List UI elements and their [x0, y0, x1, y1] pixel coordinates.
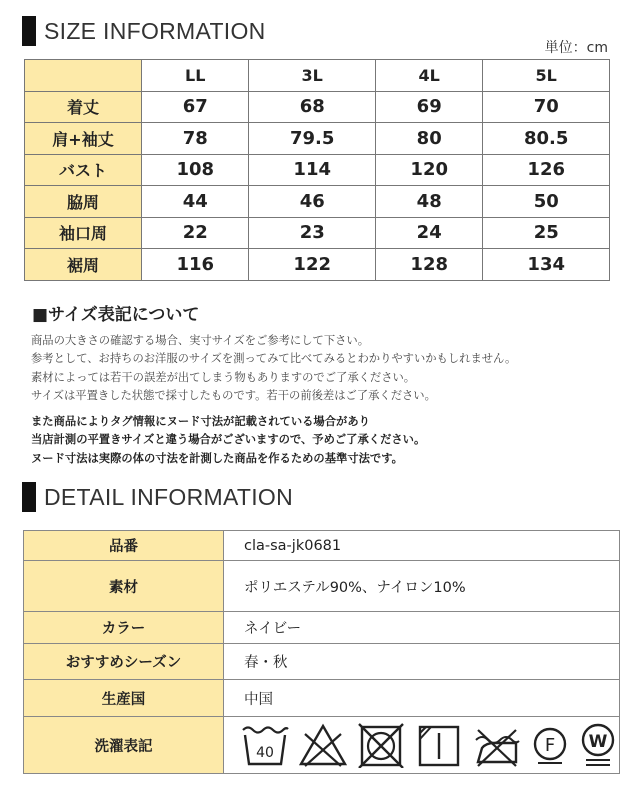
- svg-text:40: 40: [256, 745, 274, 761]
- detail-key: 洗濯表記: [24, 717, 224, 774]
- size-col-header: 3L: [249, 60, 376, 92]
- detail-key: 素材: [24, 561, 224, 612]
- detail-table: [23, 530, 620, 774]
- note-bold-line: 当店計測の平置きサイズと違う場合がございますので、予めご了承ください。: [31, 433, 426, 447]
- size-cell: 134: [483, 249, 610, 281]
- detail-row: [24, 561, 620, 612]
- size-cell: 108: [142, 154, 249, 186]
- size-cell: 23: [249, 217, 376, 249]
- size-cell: 70: [483, 91, 610, 123]
- size-cell: 116: [142, 249, 249, 281]
- wet-clean-w-icon: [578, 722, 618, 768]
- size-row: [25, 249, 610, 281]
- care-symbols-cell: [224, 717, 620, 774]
- size-cell: 122: [249, 249, 376, 281]
- detail-title-text: DETAIL INFORMATION: [44, 483, 294, 510]
- size-col-header: 5L: [483, 60, 610, 92]
- detail-key: 品番: [24, 531, 224, 561]
- note-bold-line: また商品によりタグ情報にヌード寸法が記載されている場合があり: [31, 415, 370, 428]
- care-symbols: [240, 722, 619, 768]
- detail-row: [24, 612, 620, 644]
- title-bar: [22, 482, 36, 512]
- detail-value: 春・秋: [224, 644, 620, 680]
- note-bold-line: ヌード寸法は実際の体の寸法を計測した商品を作るための基準寸法です。: [31, 451, 403, 465]
- detail-section-title: [22, 482, 293, 512]
- detail-row: [24, 531, 620, 561]
- no-bleach-icon: [298, 722, 348, 768]
- size-cell: 44: [142, 186, 249, 218]
- note-line: 商品の大きさの確認する場合、実寸サイズをご参考にして下さい。: [31, 334, 370, 347]
- size-cell: 50: [483, 186, 610, 218]
- size-cell: 68: [249, 91, 376, 123]
- size-cell: 67: [142, 91, 249, 123]
- size-row: [25, 154, 610, 186]
- unit-label: 単位：cm: [544, 40, 608, 56]
- size-row-label: 裾周: [25, 249, 142, 281]
- title-bar: [22, 16, 36, 46]
- size-cell: 22: [142, 217, 249, 249]
- size-col-header: LL: [142, 60, 249, 92]
- detail-value: 中国: [224, 680, 620, 717]
- size-table: [24, 59, 610, 281]
- size-title-text: SIZE INFORMATION: [44, 17, 266, 44]
- size-cell: 48: [375, 186, 482, 218]
- size-cell: 78: [142, 123, 249, 155]
- line-dry-shade-icon: [414, 722, 464, 768]
- svg-text:W: W: [588, 732, 608, 752]
- size-cell: 79.5: [249, 123, 376, 155]
- size-cell: 80: [375, 123, 482, 155]
- size-cell: 24: [375, 217, 482, 249]
- size-row-label: 袖口周: [25, 217, 142, 249]
- dry-clean-f-icon: [530, 722, 570, 768]
- detail-key: 生産国: [24, 680, 224, 717]
- size-cell: 25: [483, 217, 610, 249]
- detail-value: cla-sa-jk0681: [224, 531, 620, 561]
- size-cell: 46: [249, 186, 376, 218]
- svg-text:F: F: [544, 735, 556, 756]
- detail-row: [24, 644, 620, 680]
- detail-row: [24, 680, 620, 717]
- size-row-label: バスト: [25, 154, 142, 186]
- detail-value: ポリエステル90%、ナイロン10%: [224, 561, 620, 612]
- detail-key: おすすめシーズン: [24, 644, 224, 680]
- wash-40-icon: [240, 722, 290, 768]
- low-iron-with-cloth-icon: [472, 722, 522, 768]
- size-header-row: [25, 60, 610, 92]
- notes-block: [31, 332, 516, 405]
- size-row: [25, 123, 610, 155]
- size-section-title: [22, 16, 266, 46]
- size-corner-cell: [25, 60, 142, 92]
- size-row-label: 着丈: [25, 91, 142, 123]
- note-line: 参考として、お持ちのお洋服のサイズを測ってみて比べてみるとわかりやすいかもしれません。: [31, 352, 517, 366]
- size-cell: 128: [375, 249, 482, 281]
- note-line: 素材によっては若干の誤差が出てしまう物もありますのでご了承ください。: [31, 370, 416, 384]
- size-row-label: 脇周: [25, 186, 142, 218]
- size-cell: 114: [249, 154, 376, 186]
- size-row-label: 肩+袖丈: [25, 123, 142, 155]
- no-tumble-dry-icon: [356, 722, 406, 768]
- detail-value: ネイビー: [224, 612, 620, 644]
- size-row: [25, 217, 610, 249]
- size-row: [25, 91, 610, 123]
- notes-bold-block: [31, 413, 425, 468]
- size-cell: 126: [483, 154, 610, 186]
- size-col-header: 4L: [375, 60, 482, 92]
- detail-row: [24, 717, 620, 774]
- size-cell: 120: [375, 154, 482, 186]
- size-cell: 80.5: [483, 123, 610, 155]
- detail-key: カラー: [24, 612, 224, 644]
- note-line: サイズは平置きした状態で採寸したものです。若干の前後差はご了承ください。: [31, 388, 436, 402]
- size-row: [25, 186, 610, 218]
- notes-title: ■サイズ表記について: [32, 305, 200, 325]
- size-cell: 69: [375, 91, 482, 123]
